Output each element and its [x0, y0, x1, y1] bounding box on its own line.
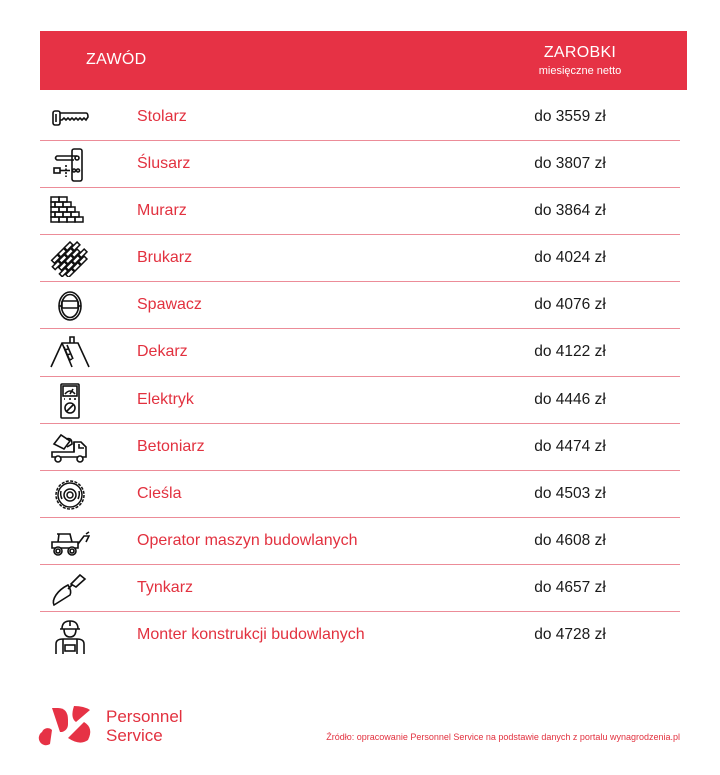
job-name: Cieśla — [137, 484, 182, 502]
source-note: Źródło: opracowanie Personnel Service na podstawie danych z portalu wynagrodzenia.pl — [326, 732, 680, 742]
table-row — [40, 471, 680, 518]
column-header-pay-subtitle: miesięczne netto — [538, 65, 622, 77]
table-row — [40, 329, 680, 376]
salary-value: do 3864 zł — [534, 202, 606, 220]
column-header-pay-title: ZAROBKI — [543, 44, 617, 61]
job-name: Murarz — [137, 202, 187, 220]
job-name: Brukarz — [137, 249, 193, 267]
table-header — [40, 31, 687, 90]
table-row — [40, 518, 680, 565]
salary-value: do 4024 zł — [534, 249, 606, 267]
column-header-pay — [510, 43, 650, 78]
table-row — [40, 141, 680, 188]
table-row — [40, 235, 680, 282]
column-header-job: ZAWÓD — [86, 51, 147, 68]
salary-value: do 4446 zł — [534, 390, 606, 408]
construction-worker-icon — [50, 618, 90, 654]
salary-value: do 4474 zł — [534, 437, 606, 455]
job-name: Stolarz — [137, 108, 187, 125]
table-row — [40, 94, 680, 141]
salary-value: do 4122 zł — [534, 343, 606, 361]
job-name: Betoniarz — [137, 437, 205, 455]
door-lock-icon — [50, 147, 90, 183]
brand-line-1: Personnel — [106, 707, 183, 726]
salary-value: do 4657 zł — [534, 578, 606, 596]
circular-saw-blade-icon — [50, 477, 90, 513]
job-name: Ślusarz — [137, 155, 191, 173]
trowel-icon — [50, 571, 90, 607]
job-name: Spawacz — [137, 296, 202, 314]
table-row — [40, 282, 680, 329]
ps-logo-icon — [38, 702, 94, 748]
concrete-mixer-truck-icon — [50, 430, 90, 466]
table-row — [40, 565, 680, 612]
brand-name — [106, 707, 183, 745]
brand-line-2: Service — [106, 726, 163, 745]
multimeter-icon — [50, 383, 90, 419]
salary-value: do 3559 zł — [534, 108, 606, 125]
saw-icon — [50, 100, 90, 136]
salary-value: do 4728 zł — [534, 626, 606, 644]
welding-mask-icon — [50, 288, 90, 324]
brick-wall-icon — [50, 194, 90, 230]
job-name: Tynkarz — [137, 578, 194, 596]
salary-value: do 4608 zł — [534, 531, 606, 549]
job-name: Dekarz — [137, 343, 188, 361]
paving-icon — [50, 241, 90, 277]
table-row — [40, 188, 680, 235]
salary-value: do 3807 zł — [534, 155, 606, 173]
job-name: Monter konstrukcji budowlanych — [137, 626, 365, 644]
table-row — [40, 377, 680, 424]
job-name: Operator maszyn budowlanych — [137, 531, 358, 549]
personnel-service-logo — [38, 702, 238, 748]
job-name: Elektryk — [137, 390, 194, 408]
table-row — [40, 612, 680, 659]
salary-value: do 4503 zł — [534, 484, 606, 502]
salary-value: do 4076 zł — [534, 296, 606, 314]
table-row — [40, 424, 680, 471]
roof-icon — [50, 335, 90, 371]
bulldozer-icon — [50, 524, 90, 560]
salary-table — [40, 94, 680, 659]
